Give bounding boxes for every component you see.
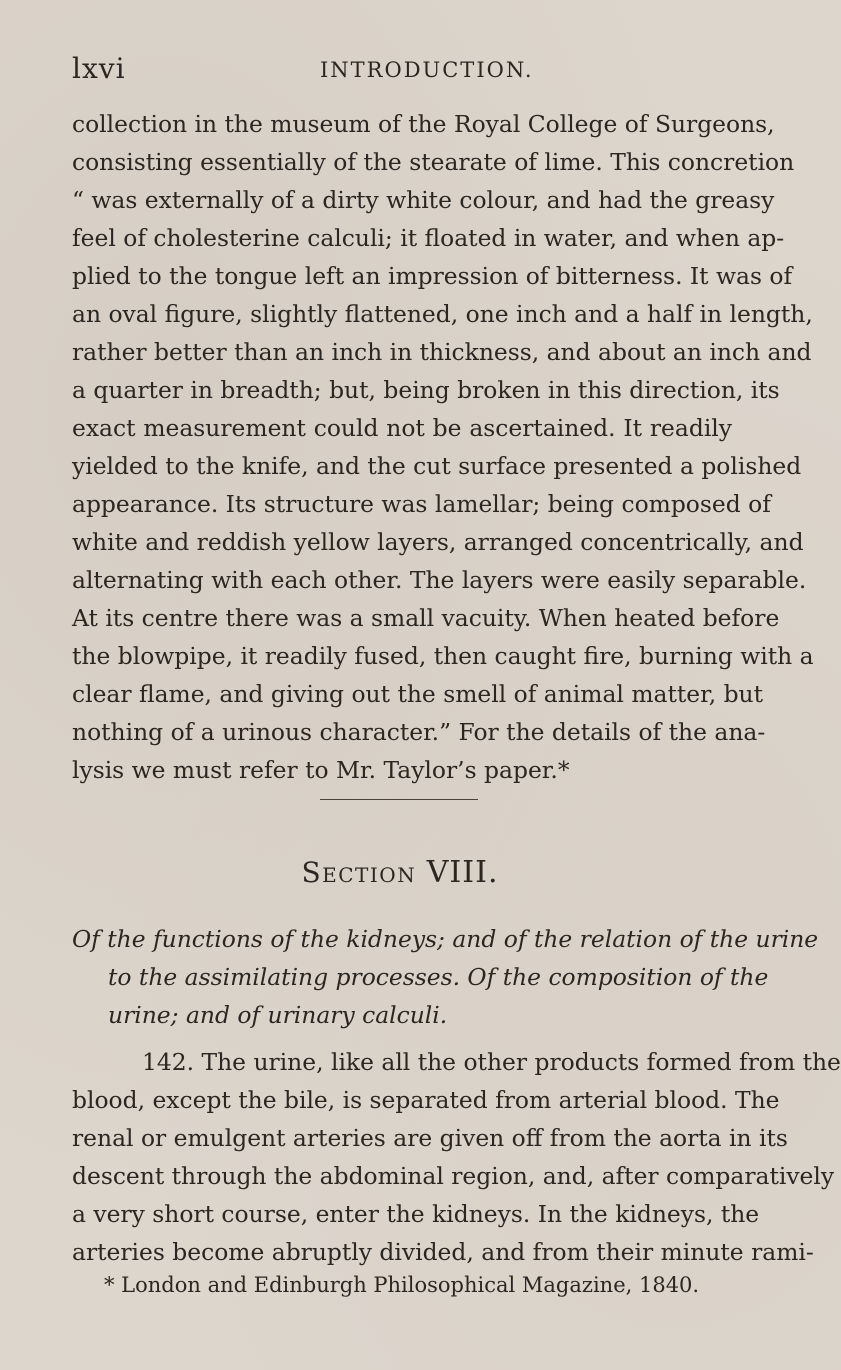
section-divider: [320, 799, 478, 800]
text-line: rather better than an inch in thickness, and about an inch and: [72, 338, 812, 366]
text-line: a quarter in breadth; but, being broken in this direction, its: [72, 376, 780, 404]
paragraph-2: [72, 1043, 841, 1271]
footnote: * London and Edinburgh Philosophical Magazine, 1840.: [104, 1273, 700, 1297]
text-line: clear flame, and giving out the smell of animal matter, but: [72, 680, 764, 708]
text-line: white and reddish yellow layers, arranged concentrically, and: [72, 528, 804, 556]
text-line: blood, except the bile, is separated from arterial blood. The: [72, 1086, 780, 1114]
text-line: exact measurement could not be ascertained. It readily: [72, 414, 732, 442]
paragraph-1: [72, 105, 814, 789]
text-line: At its centre there was a small vacuity. When heated before: [72, 604, 780, 632]
subtitle-line: urine; and of urinary calculi.: [108, 1001, 448, 1029]
running-head: [72, 52, 732, 92]
text-line: collection in the museum of the Royal College of Surgeons,: [72, 110, 775, 138]
section-subtitle: [72, 920, 819, 1034]
text-line: consisting essentially of the stearate of lime. This concretion: [72, 148, 795, 176]
text-line: the blowpipe, it readily fused, then caught fire, burning with a: [72, 642, 814, 670]
text-line: arteries become abruptly divided, and from their minute rami-: [72, 1238, 814, 1266]
text-line: renal or emulgent arteries are given off from the aorta in its: [72, 1124, 788, 1152]
text-line: descent through the abdominal region, and, after comparatively: [72, 1162, 835, 1190]
subtitle-line: Of the functions of the kidneys; and of the relation of the urine: [72, 925, 819, 953]
text-line: plied to the tongue left an impression of bitterness. It was of: [72, 262, 793, 290]
text-line: lysis we must refer to Mr. Taylor’s paper.*: [72, 756, 570, 784]
subtitle-line: to the assimilating processes. Of the composition of the: [108, 963, 769, 991]
section-number: VIII.: [426, 855, 499, 890]
section-word: Section: [301, 856, 417, 889]
text-line: alternating with each other. The layers were easily separable.: [72, 566, 807, 594]
text-line: “ was externally of a dirty white colour, and had the greasy: [72, 186, 775, 214]
page-number: lxvi: [72, 52, 126, 85]
text-line: an oval figure, slightly flattened, one inch and a half in length,: [72, 300, 813, 328]
text-line: yielded to the knife, and the cut surface presented a polished: [72, 452, 802, 480]
text-line: a very short course, enter the kidneys. In the kidneys, the: [72, 1200, 760, 1228]
text-line: feel of cholesterine calculi; it floated in water, and when ap-: [72, 224, 785, 252]
section-heading: [0, 855, 800, 890]
running-head-title: INTRODUCTION.: [320, 58, 534, 82]
text-line: nothing of a urinous character.” For the details of the ana-: [72, 718, 766, 746]
text-line: appearance. Its structure was lamellar; being composed of: [72, 490, 771, 518]
text-line: 142. The urine, like all the other products formed from the: [142, 1048, 841, 1076]
